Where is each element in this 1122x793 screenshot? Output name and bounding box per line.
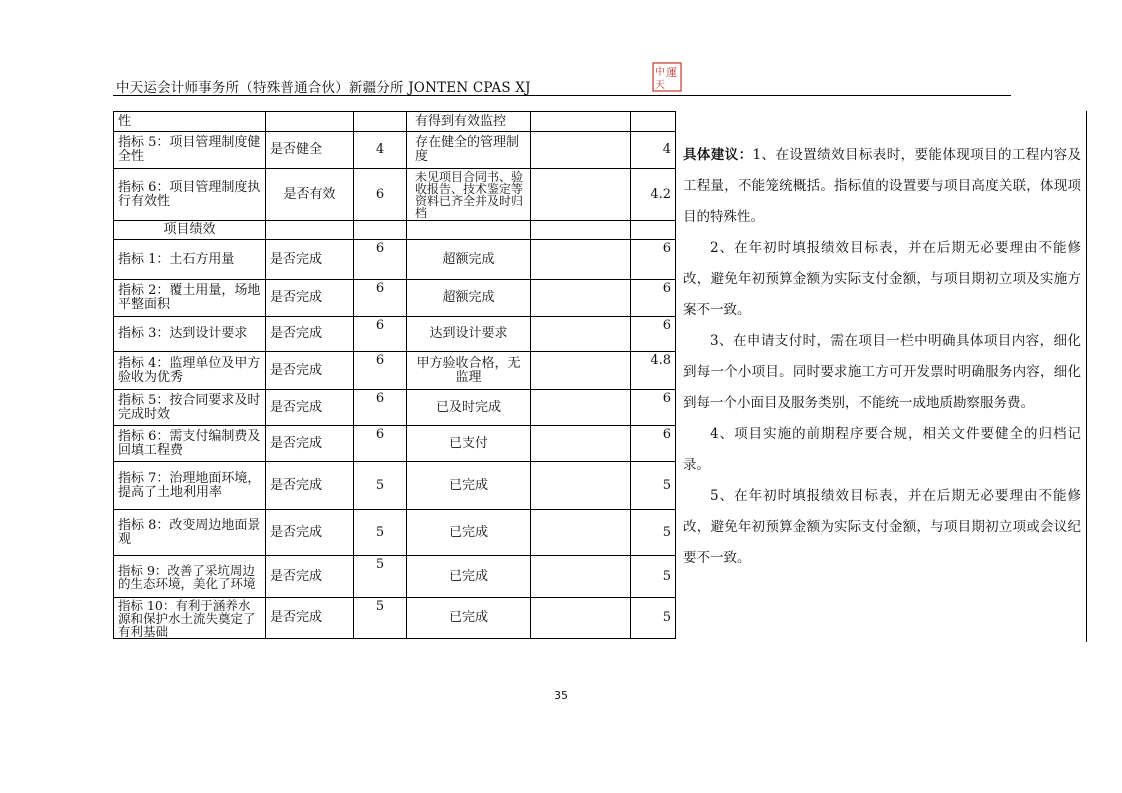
evaluation-standard: [266, 112, 354, 132]
header-title: 中天运会计师事务所（特殊普通合伙）新疆分所 JONTEN CPAS XJ: [116, 80, 531, 96]
table-row: [114, 556, 676, 598]
section-title: 项目绩效: [114, 221, 266, 240]
advice-column: [683, 140, 1081, 574]
indicator-name: 指标 8：改变周边地面景观: [114, 510, 266, 556]
score: 6: [631, 390, 676, 426]
evaluation-result: 未见项目合同书、验收报告、技术鉴定等资料已齐全并及时归档: [407, 169, 531, 221]
weight: 6: [354, 390, 407, 426]
blank-cell: [354, 221, 407, 240]
indicator-name: 指标 5：项目管理制度健全性: [114, 132, 266, 169]
indicator-name: 指标 6：需支付编制费及回填工程费: [114, 426, 266, 462]
table-row: [114, 317, 676, 352]
blank-cell: [531, 510, 631, 556]
blank-cell: [531, 112, 631, 132]
weight: 6: [354, 426, 407, 462]
score: 6: [631, 317, 676, 352]
blank-cell: [266, 221, 354, 240]
evaluation-standard: 是否完成: [266, 352, 354, 390]
blank-cell: [531, 317, 631, 352]
advice-paragraph-1: [683, 140, 1081, 233]
table-row: [114, 132, 676, 169]
evaluation-result: 已完成: [407, 598, 531, 639]
evaluation-standard: 是否完成: [266, 317, 354, 352]
right-column-border: [1086, 111, 1087, 642]
svg-text:天: 天: [655, 80, 665, 91]
table-row: [114, 510, 676, 556]
advice-text-1: 1、在设置绩效目标表时，要能体现项目的工程内容及工程量，不能笼统概括。指标值的设置要与项目高度关联，体现项目的特殊性。: [683, 147, 1082, 225]
firm-logo-seal: [652, 62, 682, 92]
evaluation-standard: 是否健全: [266, 132, 354, 169]
evaluation-result: 已完成: [407, 556, 531, 598]
score: 4: [631, 132, 676, 169]
evaluation-result: 超额完成: [407, 240, 531, 280]
weight: 5: [354, 598, 407, 639]
indicator-name: 指标 4：监理单位及甲方验收为优秀: [114, 352, 266, 390]
score: 5: [631, 598, 676, 639]
weight: 4: [354, 132, 407, 169]
blank-cell: [407, 221, 531, 240]
weight: [354, 112, 407, 132]
indicator-name: 指标 9：改善了采坑周边的生态环境，美化了环境: [114, 556, 266, 598]
blank-cell: [531, 240, 631, 280]
blank-cell: [531, 221, 631, 240]
evaluation-result: 已及时完成: [407, 390, 531, 426]
evaluation-result: 达到设计要求: [407, 317, 531, 352]
blank-cell: [531, 390, 631, 426]
advice-paragraph-2: 2、在年初时填报绩效目标表，并在后期无必要理由不能修改，避免年初预算金额为实际支付金额，与项目期初立项及实施方案不一致。: [683, 240, 1081, 318]
table-row: [114, 426, 676, 462]
table-row: [114, 112, 676, 132]
blank-cell: [531, 280, 631, 317]
blank-cell: [531, 556, 631, 598]
evaluation-result: 已完成: [407, 462, 531, 510]
indicator-name: 指标 10：有利于涵养水源和保护水土流失奠定了有利基础: [114, 598, 266, 639]
score: 5: [631, 510, 676, 556]
evaluation-result: 有得到有效监控: [407, 112, 531, 132]
indicator-name: 指标 5：按合同要求及时完成时效: [114, 390, 266, 426]
header-rule: [113, 95, 1011, 96]
evaluation-result: 甲方验收合格，无监理: [407, 352, 531, 390]
score: 6: [631, 240, 676, 280]
evaluation-result: 已支付: [407, 426, 531, 462]
evaluation-result: 已完成: [407, 510, 531, 556]
evaluation-result: 存在健全的管理制度: [407, 132, 531, 169]
indicator-name: 指标 2：覆土用量，场地平整面积: [114, 280, 266, 317]
advice-paragraph-3: 3、在申请支付时，需在项目一栏中明确具体项目内容，细化到每一个小项目。同时要求施工方可开发票时明确服务内容，细化到每一个小面目及服务类别，不能统一成地质勘察服务费。: [683, 333, 1081, 411]
page-number: 35: [554, 689, 568, 702]
svg-text:運: 運: [666, 66, 677, 79]
indicator-name: 指标 7：治理地面环境，提高了土地利用率: [114, 462, 266, 510]
weight: 6: [354, 352, 407, 390]
table-row: [114, 352, 676, 390]
evaluation-standard: 是否完成: [266, 280, 354, 317]
score: [631, 112, 676, 132]
blank-cell: [531, 598, 631, 639]
blank-cell: [531, 132, 631, 169]
score: 6: [631, 426, 676, 462]
blank-cell: [531, 169, 631, 221]
evaluation-standard: 是否完成: [266, 462, 354, 510]
indicator-name: 指标 3：达到设计要求: [114, 317, 266, 352]
blank-cell: [531, 426, 631, 462]
score: 6: [631, 280, 676, 317]
evaluation-standard: 是否完成: [266, 390, 354, 426]
section-row: [114, 221, 676, 240]
evaluation-standard: 是否完成: [266, 556, 354, 598]
weight: 6: [354, 317, 407, 352]
score: 5: [631, 462, 676, 510]
evaluation-standard: 是否完成: [266, 510, 354, 556]
indicator-name: 性: [114, 112, 266, 132]
table-row: [114, 280, 676, 317]
advice-paragraph-4: 4、项目实施的前期程序要合规，相关文件要健全的归档记录。: [683, 426, 1081, 473]
evaluation-standard: 是否完成: [266, 426, 354, 462]
table-row: [114, 462, 676, 510]
evaluation-standard: 是否有效: [266, 169, 354, 221]
weight: 5: [354, 510, 407, 556]
weight: 5: [354, 556, 407, 598]
evaluation-result: 超额完成: [407, 280, 531, 317]
blank-cell: [531, 462, 631, 510]
indicator-name: 指标 6：项目管理制度执行有效性: [114, 169, 266, 221]
score: 4.2: [631, 169, 676, 221]
advice-paragraph-5: 5、在年初时填报绩效目标表，并在后期无必要理由不能修改，避免年初预算金额为实际支付金额，与项目期初立项或会议纪要不一致。: [683, 488, 1081, 566]
weight: 6: [354, 280, 407, 317]
score: 5: [631, 556, 676, 598]
weight: 5: [354, 462, 407, 510]
table-row: [114, 390, 676, 426]
blank-cell: [631, 221, 676, 240]
weight: 6: [354, 169, 407, 221]
table-row: [114, 169, 676, 221]
weight: 6: [354, 240, 407, 280]
evaluation-standard: 是否完成: [266, 598, 354, 639]
evaluation-table: [113, 111, 676, 639]
svg-text:中: 中: [655, 67, 665, 78]
score: 4.8: [631, 352, 676, 390]
advice-label: 具体建议：: [683, 147, 753, 163]
blank-cell: [531, 352, 631, 390]
table-row: [114, 240, 676, 280]
indicator-name: 指标 1：土石方用量: [114, 240, 266, 280]
evaluation-standard: 是否完成: [266, 240, 354, 280]
table-row: [114, 598, 676, 639]
